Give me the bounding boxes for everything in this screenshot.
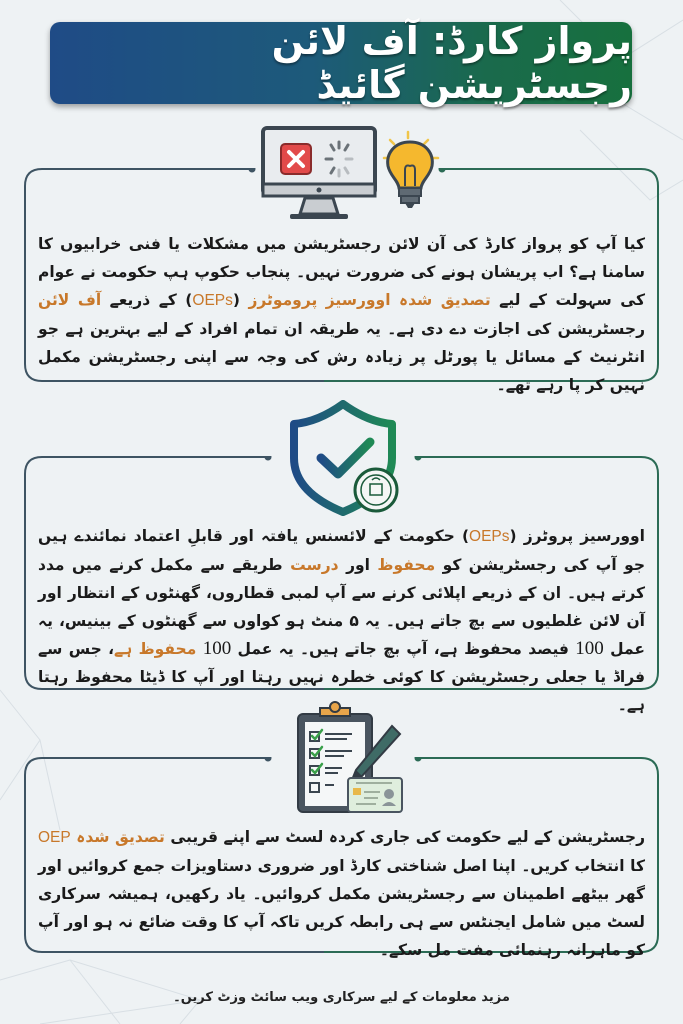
body-text: اوورسیز پروٹرز ( xyxy=(509,527,646,545)
body-text: طریقے سے مکمل کرنے میں مدد کرتے ہیں۔ ان کے ذریعے اپلائی کرنے سے آپ لمبی قطاروں، گھنٹوں کے انتظار اور آن لائن غلطیوں سے بچ جاتے ہیں۔ یہ ۵ منٹ ہو کواوں سے گھنٹوں کے بینیس، یہ عمل xyxy=(38,556,645,658)
highlighted-text: OEPs xyxy=(469,528,510,545)
card-text xyxy=(38,230,645,399)
body-text: رجسٹریشن کے لیے حکومت کی جاری کردہ لسٹ سے اپنے قریبی xyxy=(164,828,646,846)
card-text xyxy=(38,522,645,719)
body-text: ) حکومت کے لائسنس یافتہ اور قابلِ اعتماد نمائندے ہیں جو آپ کی رجسٹریشن کو xyxy=(38,527,646,574)
shield-check-emblem-icon xyxy=(288,400,408,520)
body-text: 100 xyxy=(202,638,232,659)
footer-note: مزید معلومات کے لیے سرکاری ویب سائٹ وزٹ کریں۔ xyxy=(173,990,510,1005)
body-text: کا انتخاب کریں۔ اپنا اصل شناختی کارڈ اور ضروری دستاویزات جمع کروائیں اور گھر بیٹھے اطمینان سے رجسٹریشن مکمل کروائیں۔ یاد رکھیں، ہمیشہ سرکاری لسٹ میں شامل ایجنٹس سے ہی رابطہ کریں تاکہ آپ کا وقت ضائع نہ ہو اور آپ کو ماہرانہ رہنمائی مفت مل سکے۔ xyxy=(38,857,645,959)
highlighted-text: درست xyxy=(290,556,339,574)
body-text: کیا آپ کو پرواز کارڈ کی آن لائن رجسٹریشن میں مشکلات یا فنی خرابیوں کا سامنا ہے؟ اب پریشان ہونے کی ضرورت نہیں۔ پنجاب حکوپ ہپ حکومت نے عوام کی سہولت کے لیے xyxy=(38,235,645,309)
clipboard-checklist-id-card-icon xyxy=(292,700,412,822)
body-text: فیصد محفوظ ہے، آپ بچ جاتے ہیں۔ یہ عمل xyxy=(231,640,576,658)
body-text: اور xyxy=(338,556,378,574)
title-banner xyxy=(50,19,632,107)
highlighted-text: محفوظ xyxy=(377,556,436,574)
highlighted-text: تصدیق شدہ xyxy=(76,828,165,846)
page-title: پرواز کارڈ: آف لائن رجسٹریشن گائیڈ xyxy=(271,19,632,107)
highlighted-text: محفوظ ہے xyxy=(114,640,197,658)
card-text xyxy=(38,823,645,964)
highlighted-text: OEP xyxy=(38,829,71,846)
body-text: رجسٹریشن کی اجازت دے دی ہے۔ یہ طریقہ ان تمام افراد کے لیے بہترین ہے جو انٹرنیٹ کے مسائل یا پورٹل پر زیادہ رش کی وجہ سے اپنی رجسٹریشن مکمل نہیں کر پا رہے تھے۔ xyxy=(38,320,645,394)
highlighted-text: OEPs xyxy=(192,292,233,309)
body-text: 100 xyxy=(575,638,604,659)
highlighted-text: تصدیق شدہ اوورسیز پروموٹرز xyxy=(248,291,491,309)
body-text: ، جس سے فراڈ یا جعلی رجسٹریشن کا کوئی خطرہ نہیں رہتا اور آپ کا ڈیٹا محفوظ رہتا ہے۔ xyxy=(38,640,645,714)
body-text: ) کے ذریعے xyxy=(101,291,193,309)
highlighted-text: آف لائن xyxy=(38,291,102,309)
computer-error-lightbulb-icon xyxy=(260,126,440,225)
body-text: ( xyxy=(232,291,249,309)
